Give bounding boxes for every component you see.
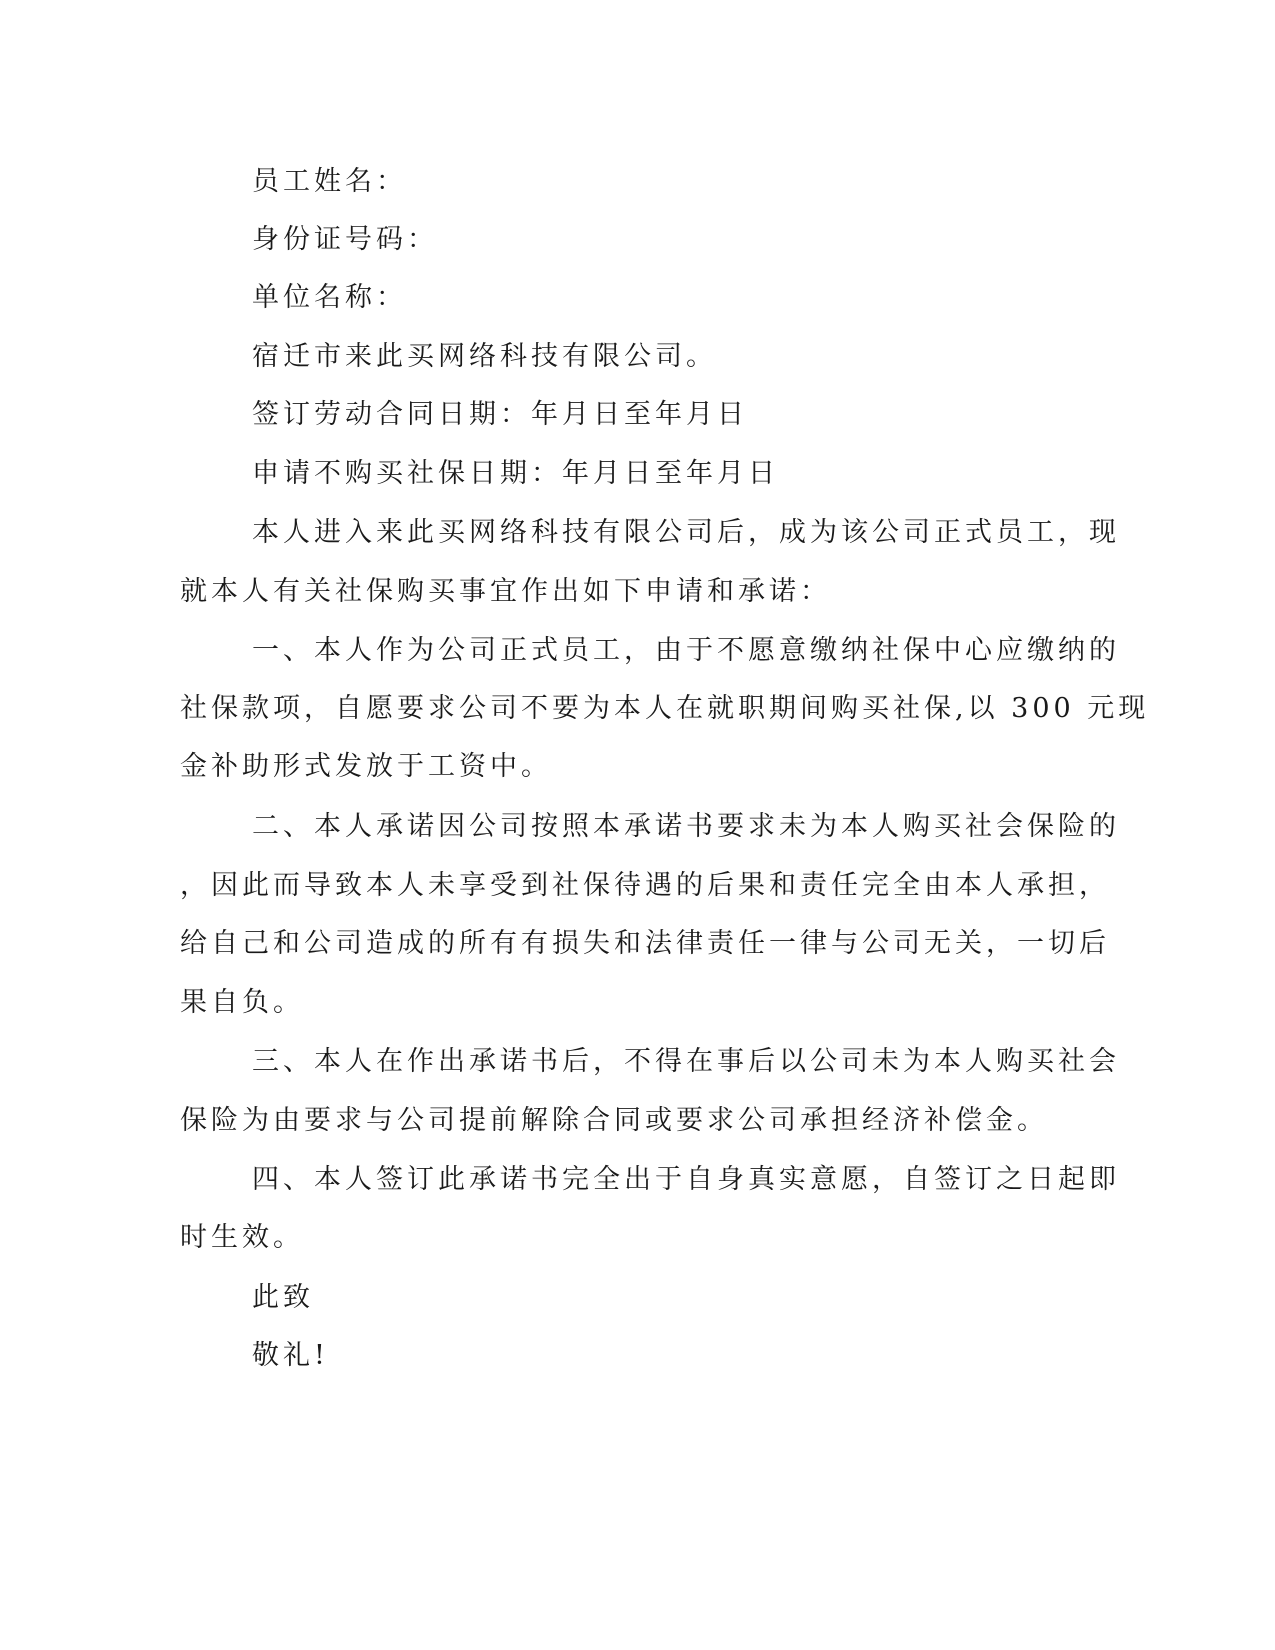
clause-4-line-2: 时生效。 [180,1222,304,1253]
clause-1-line-3: 金补助形式发放于工资中。 [180,751,552,782]
clause-1-line-1: 一、本人作为公司正式员工，由于不愿意缴纳社保中心应缴纳的 [252,635,1120,666]
clause-2-line-3: 给自己和公司造成的所有有损失和法律责任一律与公司无关，一切后 [180,928,1110,959]
id-number-field: 身份证号码： [252,224,438,255]
clause-2-line-1: 二、本人承诺因公司按照本承诺书要求未为本人购买社会保险的 [252,811,1120,842]
no-insurance-date-field: 申请不购买社保日期：年月日至年月日 [252,458,779,489]
company-name: 宿迁市来此买网络科技有限公司。 [252,341,717,372]
clause-2-line-4: 果自负。 [180,987,304,1018]
clause-3-line-1: 三、本人在作出承诺书后，不得在事后以公司未为本人购买社会 [252,1046,1120,1077]
clause-1-line-2: 社保款项，自愿要求公司不要为本人在就职期间购买社保,以 300 元现 [180,693,1150,724]
employee-name-field: 员工姓名： [252,166,407,197]
unit-name-field: 单位名称： [252,282,407,313]
clause-4-line-1: 四、本人签订此承诺书完全出于自身真实意愿，自签订之日起即 [252,1164,1120,1195]
contract-date-field: 签订劳动合同日期：年月日至年月日 [252,399,748,430]
clause-3-line-2: 保险为由要求与公司提前解除合同或要求公司承担经济补偿金。 [180,1105,1048,1136]
closing-regards: 敬礼! [252,1340,329,1371]
intro-line-1: 本人进入来此买网络科技有限公司后，成为该公司正式员工，现 [252,517,1120,548]
closing-salutation: 此致 [252,1282,314,1313]
intro-line-2: 就本人有关社保购买事宜作出如下申请和承诺： [180,576,831,607]
clause-2-line-2: ，因此而导致本人未享受到社保待遇的后果和责任完全由本人承担， [180,870,1110,901]
